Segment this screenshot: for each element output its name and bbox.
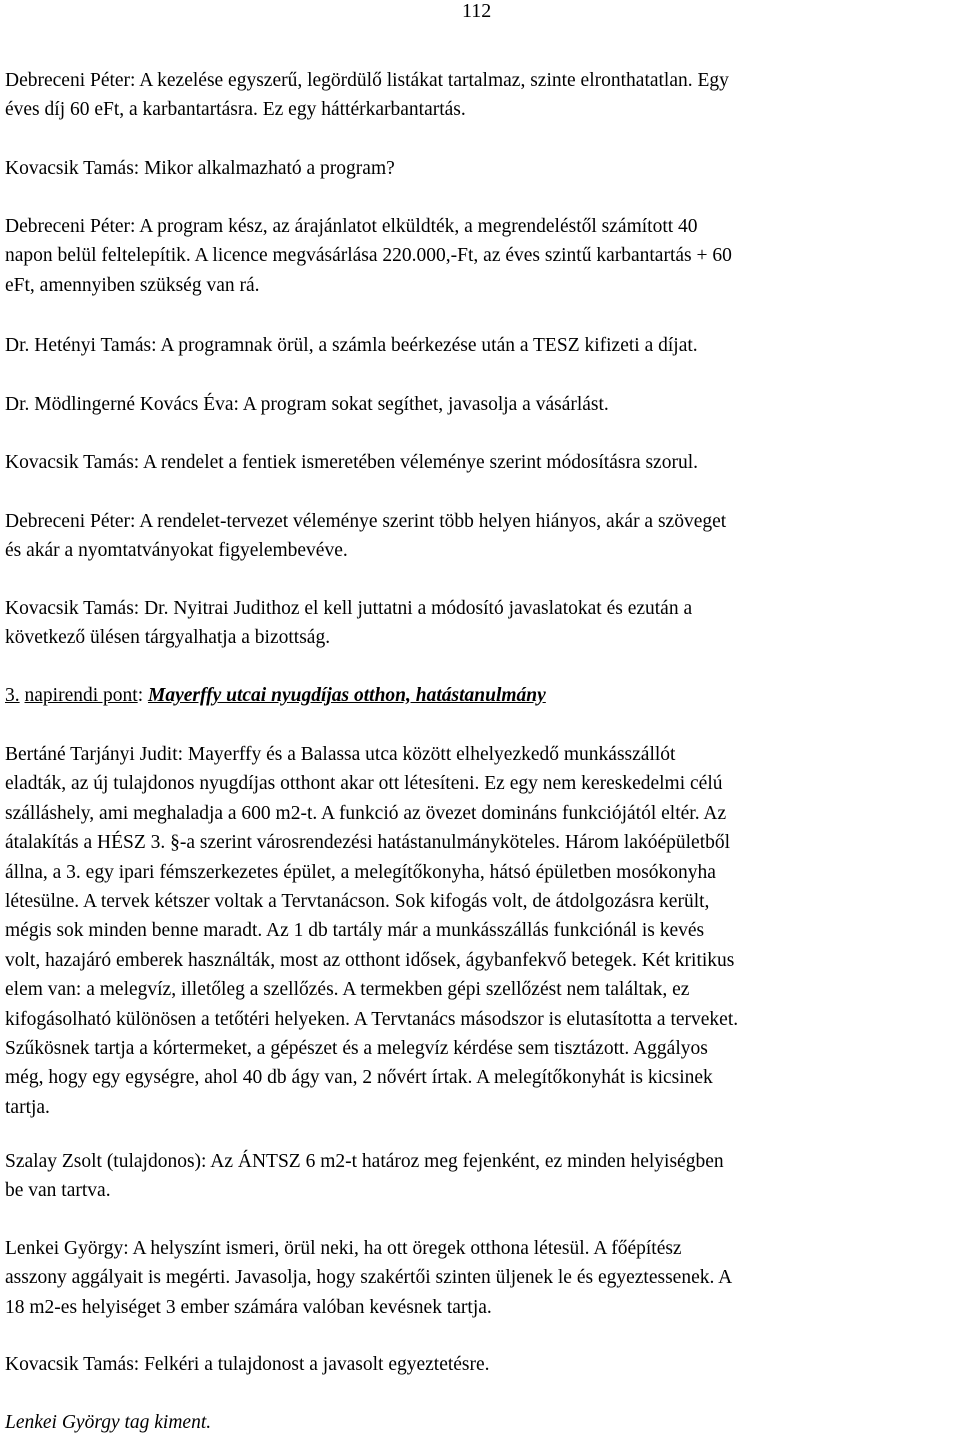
text-line: Kovacsik Tamás: Dr. Nyitrai Judithoz el kell juttatni a módosító javaslatokat és ezután a	[5, 598, 693, 619]
text-line: Dr. Hetényi Tamás: A programnak örül, a számla beérkezése után a TESZ kifizeti a díjat.	[5, 335, 698, 356]
agenda-title: Mayerffy utcai nyugdíjas otthon, hatástanulmány	[147, 685, 546, 706]
paragraph-kovacsik-3	[5, 594, 957, 653]
text-line: Debreceni Péter: A rendelet-tervezet véleménye szerint több helyen hiányos, akár a szöveget	[5, 511, 727, 532]
text-line: elem van: a melegvíz, illetőleg a szellőzés. A termekben gépi szellőzést nem találtak, ez	[5, 979, 690, 1001]
text-line: és akár a nyomtatványokat figyelembevéve.	[5, 540, 348, 562]
paragraph-bertane	[5, 740, 957, 1122]
paragraph-kovacsik-1	[5, 154, 957, 183]
paragraph-modlingerne	[5, 390, 957, 419]
text-line: létesülne. A tervek kétszer voltak a Tervtanácson. Sok kifogás volt, de átdolgozásra került,	[5, 891, 710, 913]
paragraph-debreceni-3	[5, 507, 957, 566]
paragraph-szalay	[5, 1147, 957, 1206]
agenda-heading-line	[5, 681, 957, 710]
agenda-colon: :	[137, 685, 144, 706]
text-line: Kovacsik Tamás: Mikor alkalmazható a program?	[5, 158, 395, 179]
agenda-number: 3.	[5, 685, 20, 706]
text-line: állna, a 3. egy ipari fémszerkezetes épület, a melegítőkonyha, hátsó épületben mosókonyha	[5, 861, 716, 883]
text-line: Szalay Zsolt (tulajdonos): Az ÁNTSZ 6 m2-t határoz meg fejenként, ez minden helyiségben	[5, 1151, 724, 1172]
text-line: átalakítás a HÉSZ 3. §-a szerint városrendezési hatástanulmányköteles. Három lakóépületből	[5, 832, 731, 854]
text-line: asszony aggályait is megérti. Javasolja, hogy szakértői szinten üljenek le és egyeztessenek. A	[5, 1267, 733, 1289]
text-line: be van tartva.	[5, 1180, 111, 1202]
text-line: Kovacsik Tamás: Felkéri a tulajdonost a javasolt egyeztetésre.	[5, 1354, 490, 1375]
text-line: Bertáné Tarjányi Judit: Mayerffy és a Balassa utca között elhelyezkedő munkásszállót	[5, 744, 676, 765]
note-lenkei-left	[5, 1408, 957, 1437]
text-line: tartja.	[5, 1096, 50, 1118]
agenda-heading	[5, 681, 957, 710]
text-line: 18 m2-es helyiséget 3 ember számára valóban kevésnek tartja.	[5, 1296, 492, 1318]
text-line: volt, hazajáró emberek használták, most az otthont idősek, ágybanfekvő betegek. Két kritikus	[5, 949, 735, 971]
paragraph-lenkei	[5, 1234, 957, 1322]
text-line: Kovacsik Tamás: A rendelet a fentiek ismeretében véleménye szerint módosításra szorul.	[5, 452, 699, 473]
paragraph-kovacsik-2	[5, 448, 957, 477]
text-line: Debreceni Péter: A program kész, az árajánlatot elküldték, a megrendeléstől számított 40	[5, 216, 698, 237]
text-line: következő ülésen tárgyalhatja a bizottság.	[5, 627, 331, 649]
paragraph-debreceni-1	[5, 66, 957, 125]
text-line: még, hogy egy egységre, ahol 40 db ágy van, 2 nővért írtak. A melegítőkonyhát is kicsinek	[5, 1067, 713, 1089]
page-number: 112	[462, 0, 492, 22]
text-line: Lenkei György: A helyszínt ismeri, örül neki, ha ott öregek otthona létesül. A főépítész	[5, 1238, 682, 1259]
text-line: Szűkösnek tartja a kórtermeket, a gépészet és a melegvíz kérdése sem tisztázott. Aggályos	[5, 1038, 708, 1060]
paragraph-kovacsik-4	[5, 1350, 957, 1379]
text-line: szálláshely, ami meghaladja a 600 m2-t. A funkció az övezet domináns funkciójától eltér. Az	[5, 802, 727, 824]
text-line: kifogásolható különösen a tetőtéri helyeken. A Tervtanács másodszor is elutasította a terveket.	[5, 1008, 739, 1030]
text-line: napon belül feltelepítik. A licence megvásárlása 220.000,-Ft, az éves szintű karbantartás + 60	[5, 245, 732, 267]
text-line: eladták, az új tulajdonos nyugdíjas otthont akar ott létesíteni. Ez egy nem kereskedelmi célú	[5, 773, 723, 795]
paragraph-hetenyi	[5, 331, 957, 360]
text-line: Dr. Mödlingerné Kovács Éva: A program sokat segíthet, javasolja a vásárlást.	[5, 394, 609, 415]
text-line: eFt, amennyiben szükség van rá.	[5, 274, 260, 296]
text-line: éves díj 60 eFt, a karbantartásra. Ez egy háttérkarbantartás.	[5, 99, 466, 121]
paragraph-debreceni-2	[5, 212, 957, 300]
agenda-label: napirendi pont	[24, 685, 138, 706]
text-line: mégis sok minden benne maradt. Az 1 db tartály már a munkásszállás funkciónál is kevés	[5, 920, 705, 942]
text-line: Lenkei György tag kiment.	[5, 1412, 212, 1433]
text-line: Debreceni Péter: A kezelése egyszerű, legördülő listákat tartalmaz, szinte elronthatatlan. Egy	[5, 70, 729, 91]
